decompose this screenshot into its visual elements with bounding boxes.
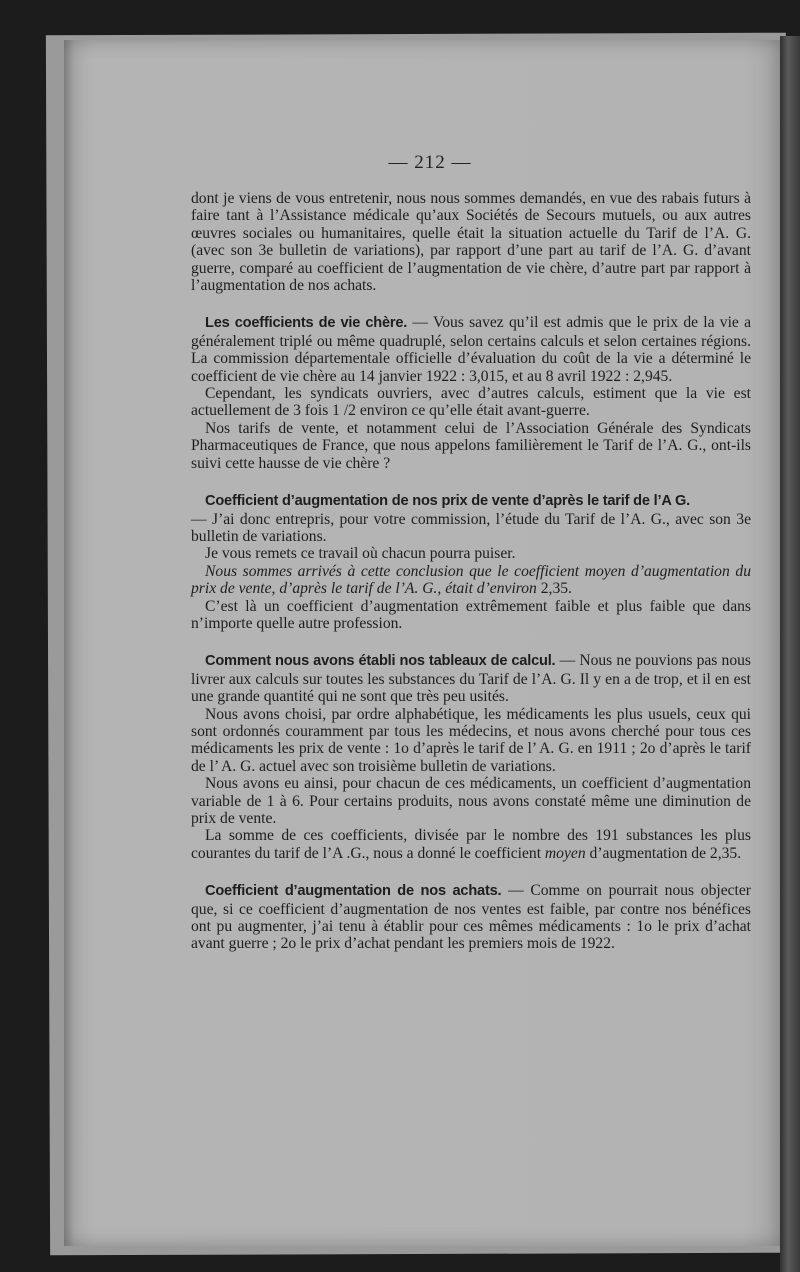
section-heading: Coefficient d’augmentation de nos achats.: [205, 883, 502, 900]
section-heading: [191, 492, 751, 510]
paragraph-text: La somme de ces coefficients, divisée par le nombre des 191 substances les plus courantes du tarif de l’A .G., nous a donné le coefficient: [191, 827, 751, 862]
section-heading: Comment nous avons établi nos tableaux de calcul.: [205, 653, 556, 670]
paragraph: Cependant, les syndicats ouvriers, avec d’autres calculs, estiment que la vie est actuellement de 3 fois 1 /2 environ ce qu’elle était avant-guerre.: [191, 385, 751, 420]
section-cost-of-living: [191, 314, 751, 472]
paragraph: C’est là un coefficient d’augmentation extrêmement faible et plus faible que dans n’importe quelle autre profession.: [191, 597, 751, 632]
section-paragraph: [191, 882, 751, 953]
italic-text: Nous sommes arrivés à cette conclusion que le coefficient moyen d’augmentation du prix de vente, d’après le tarif de l’A. G., était d’environ: [191, 562, 751, 598]
paragraph: Nous avons eu ainsi, pour chacun de ces médicaments, un coefficient d’augmentation variable de 1 à 6. Pour certains produits, nous avons constaté même une diminution de prix de vente.: [191, 775, 751, 827]
section-paragraph: [191, 652, 751, 705]
paragraph-text: d’augmentation de 2,35.: [585, 844, 742, 862]
paragraph-text: — Vous savez qu’il est admis que le prix de la vie a généralement triplé ou même quadruplé, selon certains calculs et selon certaines régions. La commission départementale officielle d’évaluation du coût de la vie a déterminé le coefficient de vie chère au 14 janvier 1922 : 3,015, et au 8 avril 1922 : 2,945.: [191, 314, 751, 385]
paragraph: [191, 563, 751, 598]
page-gutter: [780, 36, 800, 1272]
heading-text: Coefficient d’augmentation de nos prix de vente d’après le tarif de l’A G.: [205, 493, 690, 510]
section-sales-coefficient: [191, 492, 751, 632]
paragraph-text: — Nous ne pouvions pas nous livrer aux calculs sur toutes les substances du Tarif de l’A. G. Il y en a de trop, et il en est une grande quantité qui ne sont que très peu usités.: [191, 652, 751, 706]
page-body: [191, 190, 751, 953]
section-purchase-coefficient: [191, 882, 751, 953]
paragraph: [191, 827, 751, 862]
paragraph: Nous avons choisi, par ordre alphabétique, les médicaments les plus usuels, ceux qui sont ordonnés couramment par tous les médecins, et nous avons cherché pour tous ces médicaments les prix de vente : 1o d’après le tarif de l’ A. G. en 1911 ; 2o d’après le tarif de l’ A. G. actuel avec son troisième bulletin de variations.: [191, 705, 751, 775]
paragraph: — J’ai donc entrepris, pour votre commission, l’étude du Tarif de l’A. G., avec son 3e bulletin de variations.: [191, 510, 751, 545]
intro-paragraph: dont je viens de vous entretenir, nous nous sommes demandés, en vue des rabais futurs à faire tant à l’Assistance médicale qu’aux Sociétés de Secours mutuels, ou aux autres œuvres sociales ou humanitaires, quelle était la situation actuelle du Tarif de l’A. G. (avec son 3e bulletin de variations), par rapport d’une part au tarif de l’A. G. d’avant guerre, comparé au coefficient de l’augmentation de vie chère, d’autre part par rapport à l’augmentation de nos achats.: [191, 190, 751, 295]
section-heading: Les coefficients de vie chère.: [205, 315, 408, 332]
section-paragraph: [191, 314, 751, 385]
paragraph: Je vous remets ce travail où chacun pourra puiser.: [205, 545, 516, 563]
paragraph-text: — Comme on pourrait nous objecter que, si ce coefficient d’augmentation de nos ventes est faible, par contre nos bénéfices ont pu augmenter, j’ai tenu à établir pour ces mêmes médicaments : 1o le prix d’achat avant guerre ; 2o le prix d’achat pendant les premiers mois de 1922.: [191, 882, 751, 953]
italic-text: moyen: [544, 844, 586, 862]
coefficient-value: 2,35.: [536, 580, 572, 598]
section-calculation-tables: [191, 652, 751, 862]
page-number: — 212 —: [388, 152, 472, 173]
paragraph: Nos tarifs de vente, et notamment celui de l’Association Générale des Syndicats Pharmaceutiques de France, que nous appelons familièrement le Tarif de l’A. G., ont-ils suivi cette hausse de vie chère ?: [191, 419, 751, 472]
